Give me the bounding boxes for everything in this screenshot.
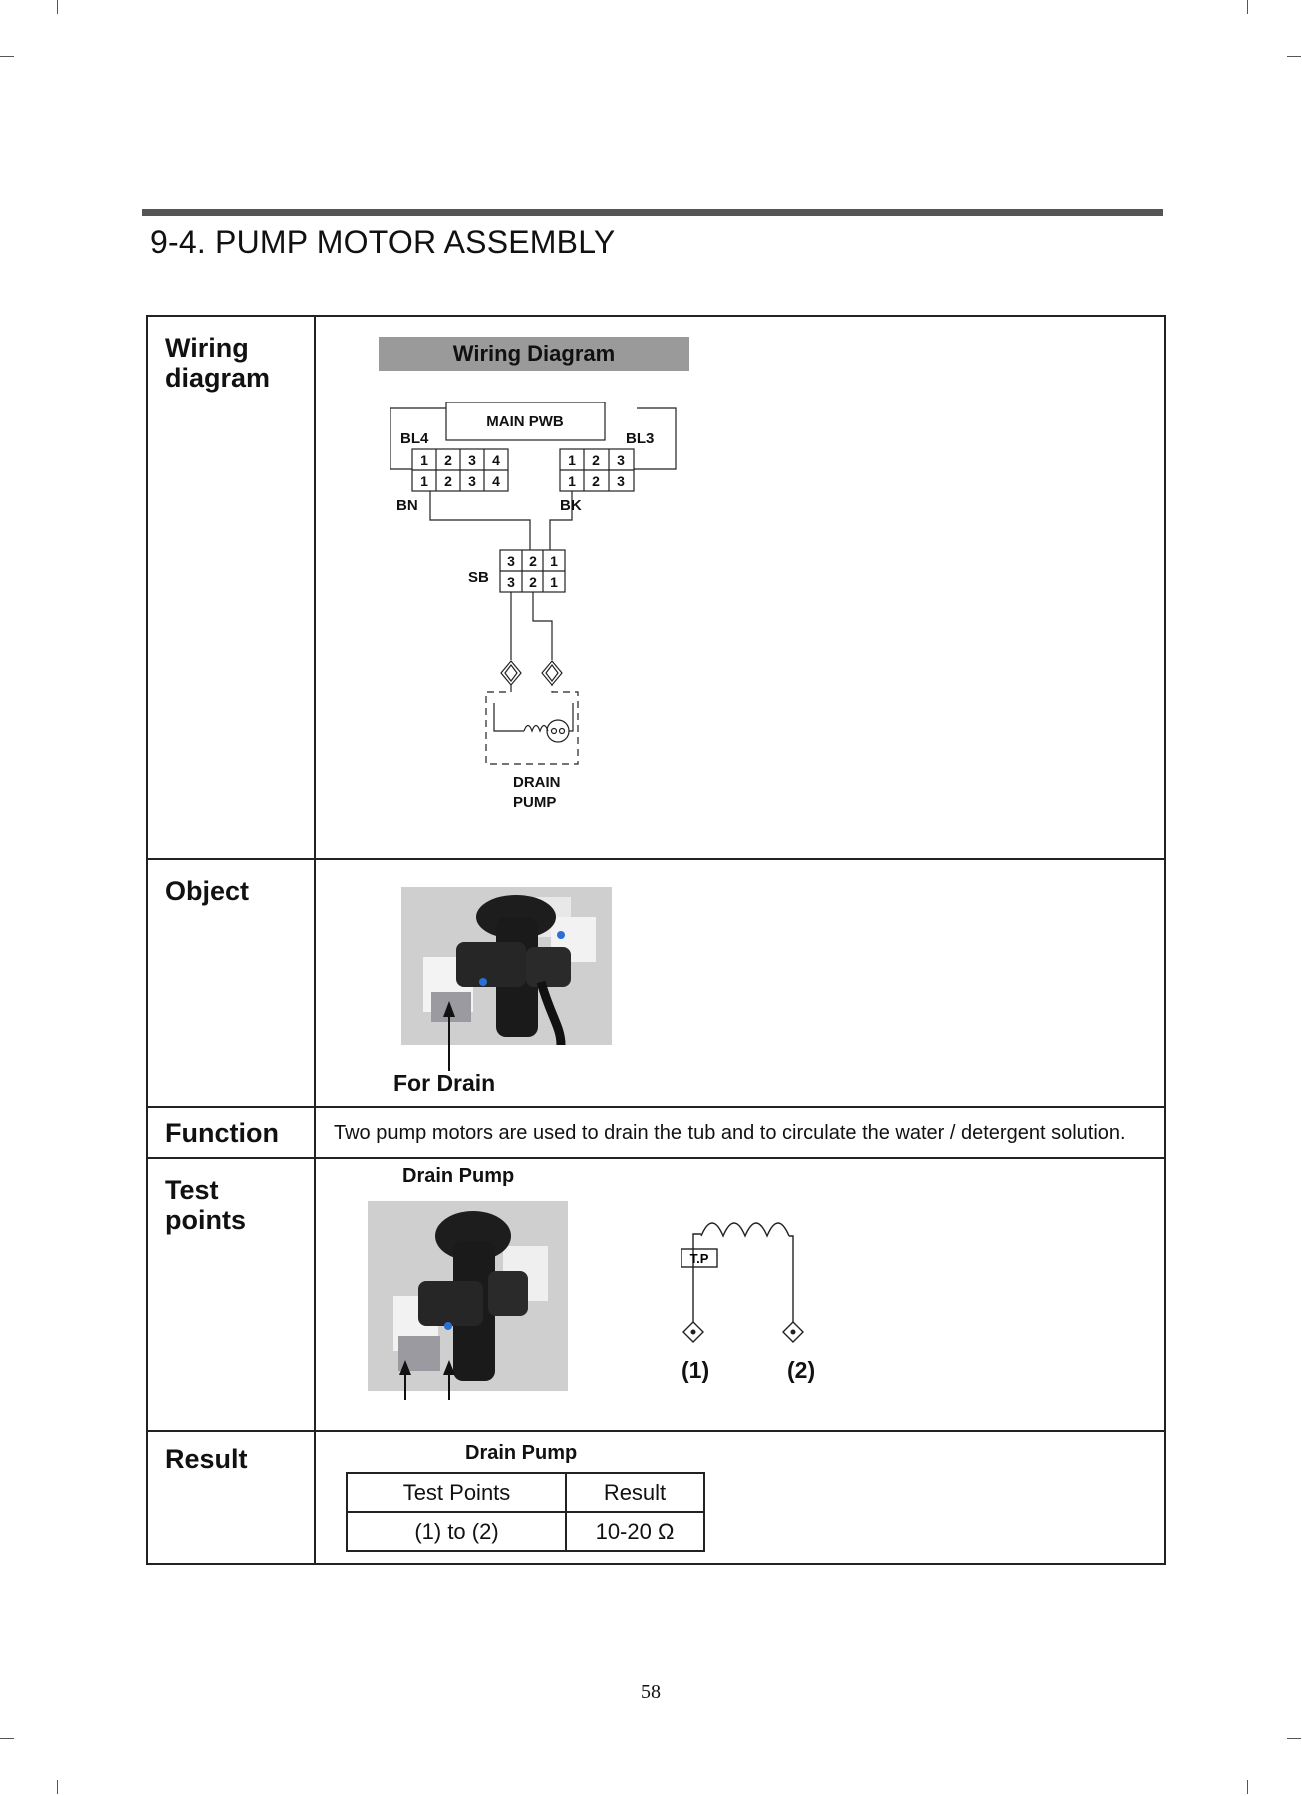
bl3-pin: 3 bbox=[617, 452, 625, 468]
crop-mark bbox=[1287, 1738, 1301, 1739]
main-pwb-label: MAIN PWB bbox=[486, 413, 564, 430]
for-drain-caption: For Drain bbox=[393, 1070, 496, 1096]
test-point-schematic bbox=[681, 1214, 811, 1354]
test-row bbox=[147, 1158, 1165, 1431]
bl4-pin: 4 bbox=[492, 452, 500, 468]
drain-pump-label: PUMP bbox=[513, 794, 557, 811]
pointer-arrow bbox=[443, 1001, 455, 1071]
bl3-pin: 1 bbox=[568, 473, 576, 489]
row-label-function: Function bbox=[165, 1118, 279, 1148]
function-row bbox=[147, 1107, 1165, 1158]
bl4-label: BL4 bbox=[400, 430, 429, 447]
crop-mark bbox=[1287, 56, 1301, 57]
test-subtitle: Drain Pump bbox=[402, 1165, 515, 1187]
table-row bbox=[347, 1512, 704, 1551]
test-content-cell bbox=[315, 1158, 1165, 1431]
bl4-pin: 1 bbox=[420, 452, 428, 468]
bl3-pin: 3 bbox=[617, 473, 625, 489]
motor-symbol bbox=[547, 720, 569, 742]
test-point-2-label: (2) bbox=[787, 1357, 816, 1383]
result-value-cell: 10-20 Ω bbox=[566, 1512, 704, 1551]
bl3-pin: 1 bbox=[568, 452, 576, 468]
motor-coil bbox=[524, 726, 548, 732]
row-label-wiring: Wiring diagram bbox=[165, 333, 271, 393]
wiring-label-cell bbox=[147, 316, 315, 859]
pump-photo bbox=[401, 887, 612, 1045]
wire-sb-pump-right bbox=[533, 592, 552, 660]
spec-table bbox=[146, 315, 1166, 1565]
object-row bbox=[147, 859, 1165, 1107]
bl3-label: BL3 bbox=[626, 430, 655, 447]
test-pointer-arrows bbox=[395, 1360, 465, 1400]
row-label-test: Test points bbox=[165, 1175, 246, 1235]
bl4-pin: 3 bbox=[468, 452, 476, 468]
wiring-row bbox=[147, 316, 1165, 859]
sb-pin: 2 bbox=[529, 574, 537, 590]
crop-mark bbox=[0, 56, 14, 57]
title-rule bbox=[142, 209, 1163, 216]
bl4-pin: 1 bbox=[420, 473, 428, 489]
drain-pump-label: DRAIN bbox=[513, 774, 561, 791]
row-label-object: Object bbox=[165, 876, 250, 906]
bk-label: BK bbox=[560, 497, 582, 514]
result-test-points-cell: (1) to (2) bbox=[347, 1512, 566, 1551]
function-content-cell bbox=[315, 1107, 1165, 1158]
bl4-pin: 4 bbox=[492, 473, 500, 489]
bl3-pin: 2 bbox=[592, 452, 600, 468]
wiring-content-cell bbox=[315, 316, 1165, 859]
result-row bbox=[147, 1431, 1165, 1564]
crop-mark bbox=[57, 1780, 58, 1794]
bl4-pin: 2 bbox=[444, 473, 452, 489]
test-point-1-label: (1) bbox=[681, 1357, 710, 1383]
page-number: 58 bbox=[641, 1681, 661, 1703]
pump-photo-image bbox=[401, 887, 612, 1045]
result-label-cell bbox=[147, 1431, 315, 1564]
wire-bn bbox=[430, 491, 530, 550]
object-label-cell bbox=[147, 859, 315, 1107]
function-description: Two pump motors are used to drain the tub and to circulate the water / detergent solution. bbox=[334, 1122, 1126, 1144]
row-label-result: Result bbox=[165, 1444, 248, 1474]
result-content-cell bbox=[315, 1431, 1165, 1564]
sb-pin: 3 bbox=[507, 553, 515, 569]
sb-pin: 2 bbox=[529, 553, 537, 569]
result-header-cell: Result bbox=[566, 1473, 704, 1512]
crop-mark bbox=[0, 1738, 14, 1739]
crop-mark bbox=[57, 0, 58, 14]
result-header-cell: Test Points bbox=[347, 1473, 566, 1512]
bl4-pin: 3 bbox=[468, 473, 476, 489]
tp-label: T.P bbox=[689, 1251, 709, 1266]
sb-pin: 1 bbox=[550, 574, 558, 590]
wiring-diagram-header: Wiring Diagram bbox=[379, 337, 689, 371]
object-content-cell bbox=[315, 859, 1165, 1107]
coil-lead-right bbox=[789, 1236, 793, 1322]
crop-mark bbox=[1247, 1780, 1248, 1794]
sb-pin: 1 bbox=[550, 553, 558, 569]
bl3-pin: 2 bbox=[592, 473, 600, 489]
crop-mark bbox=[1247, 0, 1248, 14]
bn-label: BN bbox=[396, 497, 418, 514]
function-label-cell bbox=[147, 1107, 315, 1158]
result-table bbox=[346, 1472, 705, 1552]
coil-symbol bbox=[701, 1223, 789, 1236]
coil-lead-left bbox=[693, 1234, 701, 1322]
sb-pin: 3 bbox=[507, 574, 515, 590]
bl4-pin: 2 bbox=[444, 452, 452, 468]
result-subtitle: Drain Pump bbox=[465, 1442, 578, 1464]
result-table-header bbox=[347, 1473, 704, 1512]
page-title: 9-4. PUMP MOTOR ASSEMBLY bbox=[150, 224, 616, 260]
sb-label: SB bbox=[468, 569, 489, 586]
drain-pump-housing bbox=[486, 685, 578, 764]
test-label-cell bbox=[147, 1158, 315, 1431]
wiring-diagram bbox=[390, 402, 720, 842]
